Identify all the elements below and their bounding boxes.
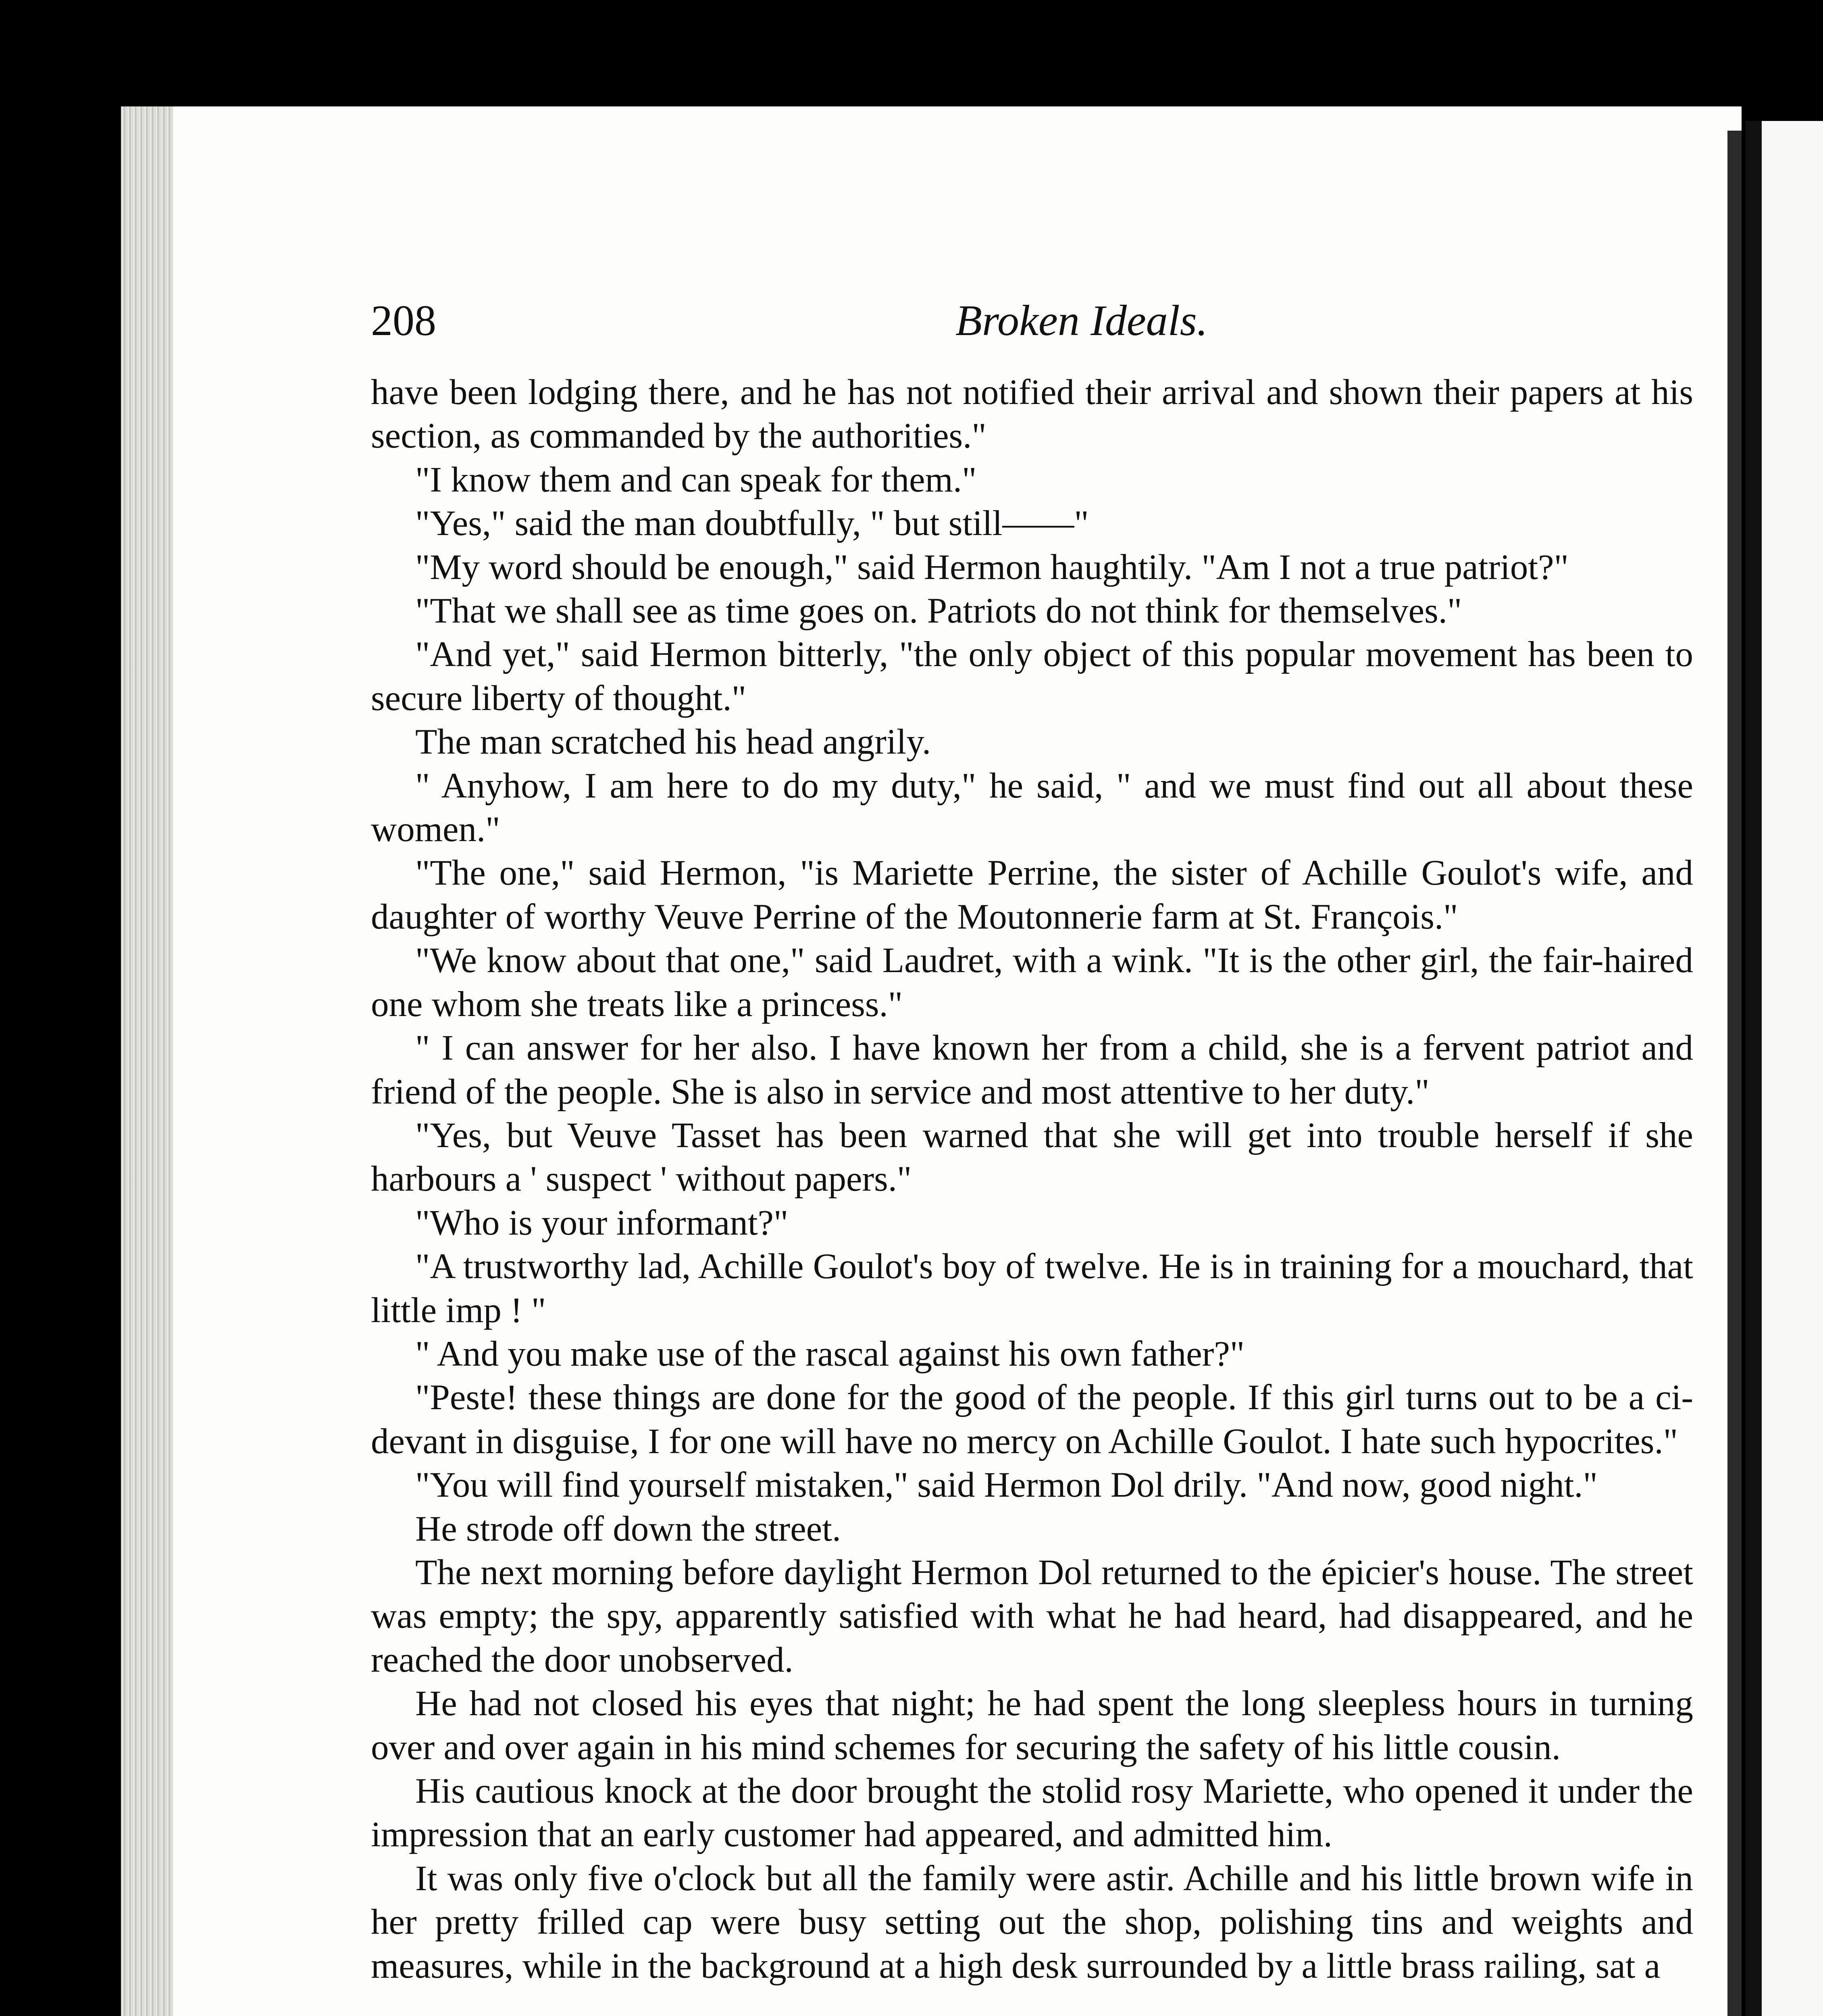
paragraph: "You will find yourself mistaken," said Hermon Dol drily. "And now, good night." <box>415 1465 1598 1505</box>
paragraph: He strode off down the street. <box>415 1509 841 1549</box>
paragraph: " And you make use of the rascal against his own father?" <box>415 1334 1245 1374</box>
running-title: Broken Ideals. <box>955 297 1208 345</box>
paragraph: have been lodging there, and he has not notified their arrival and shown their papers at his section, as commanded by the authorities." <box>371 373 1693 456</box>
paragraph: "My word should be enough," said Hermon haughtily. "Am I not a true patriot?" <box>415 547 1569 587</box>
paragraph: " Anyhow, I am here to do my duty," he said, " and we must find out all about these women." <box>371 766 1693 850</box>
adjacent-page-edge <box>1746 121 1823 2016</box>
paragraph: "Who is your informant?" <box>415 1203 789 1243</box>
paragraph: He had not closed his eyes that night; he had spent the long sleepless hours in turning over and over again in his mind schemes for securing the safety of his little cousin. <box>371 1684 1693 1767</box>
running-header <box>371 296 1693 360</box>
book-gutter <box>121 106 173 2016</box>
paragraph: "I know them and can speak for them." <box>415 460 977 500</box>
paragraph: It was only five o'clock but all the family were astir. Achille and his little brown wife in her pretty frilled cap were busy setting out the shop, polishing tins and weights and measures, while in the background at a high desk surrounded by a little brass railing, sat a <box>371 1858 1693 1986</box>
paragraph: "Yes," said the man doubtfully, " but still——" <box>415 504 1089 544</box>
paragraph: "The one," said Hermon, "is Mariette Perrine, the sister of Achille Goulot's wife, and daughter of worthy Veuve Perrine of the Moutonnerie farm at St. François." <box>371 853 1693 937</box>
paragraph: "Peste! these things are done for the good of the people. If this girl turns out to be a ci-devant in disguise, I for one will have no mercy on Achille Goulot. I hate such hypocrites." <box>371 1378 1693 1461</box>
page-number: 208 <box>371 297 436 345</box>
paragraph: "We know about that one," said Laudret, with a wink. "It is the other girl, the fair-haired one whom she treats like a princess." <box>371 941 1693 1024</box>
paragraph: The man scratched his head angrily. <box>415 722 931 762</box>
paragraph: " I can answer for her also. I have known her from a child, she is a fervent patriot and friend of the people. She is also in service and most attentive to her duty." <box>371 1028 1693 1112</box>
paragraph: "A trustworthy lad, Achille Goulot's boy of twelve. He is in training for a mouchard, that little imp ! " <box>371 1247 1693 1330</box>
paragraph: "And yet," said Hermon bitterly, "the only object of this popular movement has been to secure liberty of thought." <box>371 635 1693 718</box>
paragraph: "That we shall see as time goes on. Patriots do not think for themselves." <box>415 591 1462 631</box>
paragraph: "Yes, but Veuve Tasset has been warned that she will get into trouble herself if she harbours a ' suspect ' without papers." <box>371 1115 1693 1199</box>
page-edge-shadow <box>1727 131 1742 2016</box>
paragraph: The next morning before daylight Hermon Dol returned to the épicier's house. The street was empty; the spy, apparently satisfied with what he had heard, had disappeared, and he reached the door unobserved. <box>371 1552 1693 1680</box>
body-text <box>371 371 1693 1988</box>
paragraph: His cautious knock at the door brought the stolid rosy Mariette, who opened it under the impression that an early customer had appeared, and admitted him. <box>371 1771 1693 1855</box>
book-page <box>121 106 1742 2016</box>
